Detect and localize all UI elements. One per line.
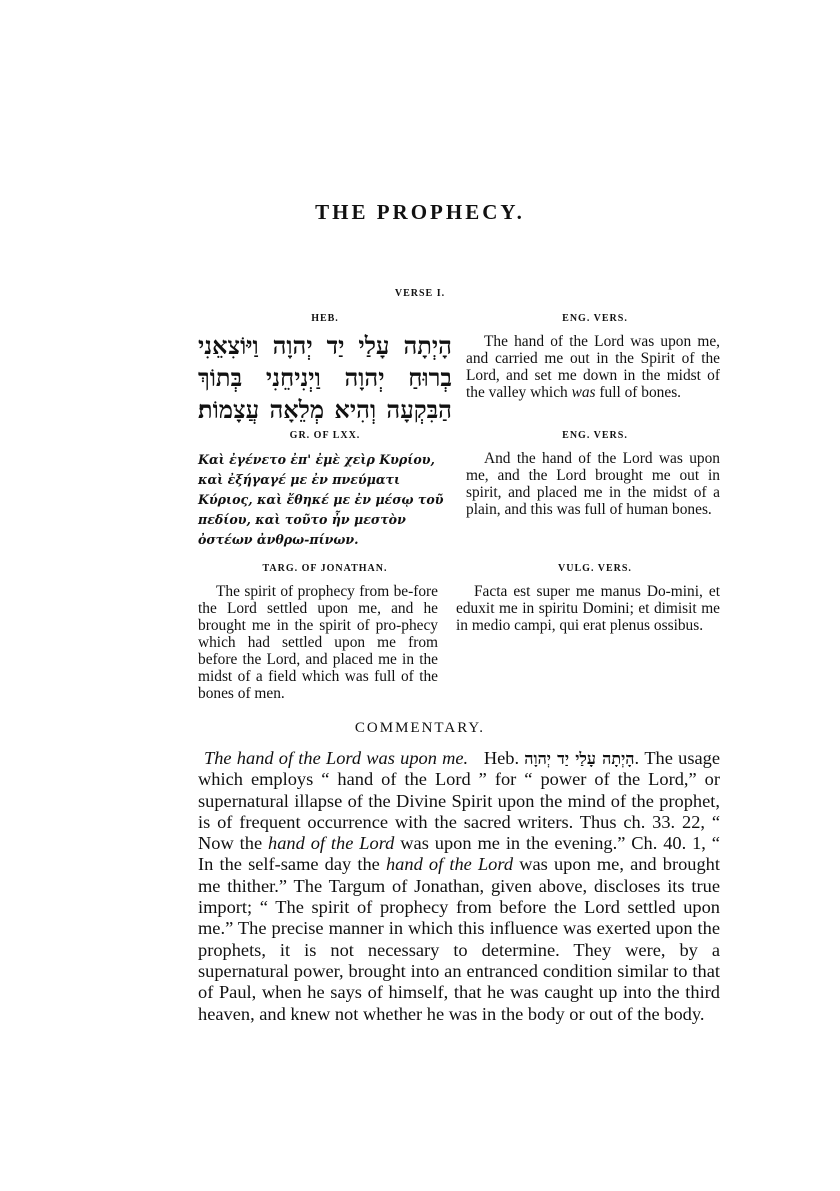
hebrew-text [198, 330, 452, 426]
page-title: THE PROPHECY. [315, 200, 525, 224]
commentary-p1-italic: hand of the Lord [268, 833, 395, 854]
targum-body: The spirit of prophecy from be-fore the Lord settled upon me, and he brought me in the spirit of pro-phecy which had settled upon me from before the Lord, and placed me in the midst of a field which was full of the bones of men. [198, 583, 438, 702]
vulgate-text [456, 583, 720, 634]
english-2-body: And the hand of the Lord was upon me, and the Lord brought me out in spirit, and placed me in the midst of a plain, and this was full of human bones. [466, 450, 720, 518]
hebrew-line-2: בְרוּחַ יְהוָה וַיְנִיחֵנִי בְּתוֹךְ [198, 363, 452, 392]
english-1-end: full of bones. [599, 384, 682, 401]
hebrew-heading: HEB. [311, 313, 339, 324]
hebrew-line-1: הָיְתָה עָלַי יַד יְהוָה וַיּוֹצִאֵנִי [198, 331, 452, 360]
verse-label: VERSE I. [394, 288, 446, 299]
commentary-body: The hand of the Lord was upon me. Heb. הָיְתָה עָלַי יַד יְהוָה. The usage which employs “ hand of the Lord ” for “ power of the Lord,” or supernatural illapse of the Divine Spirit upon the mind of the prophet, is of frequent occurrence with the sacred writers. Thus ch. 33. 22, “ Now the hand of the Lord was upon me in the evening.” Ch. 40. 1, “ In the self-same day the hand of the Lord was upon me, and brought me thither.” The Targum of Jonathan, given above, discloses its true import; “ The spirit of prophecy from before the Lord settled upon me.” The precise manner in which this influence was exerted upon the prophets, it is not necessary to determine. They were, by a supernatural power, brought into an entranced condition similar to that of Paul, when he says of himself, that he was caught up into the third heaven, and knew not whether he was in the body or out of the body. [198, 748, 721, 1024]
commentary-p1: The usage which employs “ hand of the Lord ” for “ power of the Lord,” or supernatural illapse of the Divine Spirit upon the mind of the prophet, is of frequent occurrence with the sacred writers. Thus ch. 33. 22, “ Now the [198, 748, 721, 854]
english-1-text [466, 333, 720, 401]
commentary-p2-italic: hand of the Lord [385, 854, 514, 875]
greek-text: Καὶ ἐγένετο ἐπ' ἐμὲ χεὶρ Κυρίου, καὶ ἐξήγαγέ με ἐν πνεύματι Κύριος, καὶ ἔθηκέ με ἐν μέσῳ τοῦ πεδίου, καὶ τοῦτο ἦν μεστὸν ὀστέων ἀνθρω-πίνων. [198, 452, 444, 547]
commentary-p2: was upon me in the evening.” Ch. 40. 1, “ In the self-same day the [198, 833, 720, 875]
vulgate-body: Facta est super me manus Do-mini, et eduxit me in spiritu Domini; et dimisit me in medio campi, qui erat plenus ossibus. [456, 583, 720, 634]
english-2-text [466, 450, 720, 518]
commentary-heb-phrase: הָיְתָה עָלַי יַד יְהוָה [524, 749, 635, 768]
commentary-heb-label: Heb. [483, 748, 520, 768]
commentary-lemma: The hand of the Lord was upon me. [204, 748, 469, 768]
english-1-body: The hand of the Lord was upon me, and carried me out in the Spirit of the Lord, and set me down in the midst of the valley which [466, 333, 720, 401]
commentary-p3: was upon me, and brought me thither.” The Targum of Jonathan, given above, discloses its true import; “ The spirit of prophecy from before the Lord settled upon me.” The precise manner in which this influence was exerted upon the prophets, it is not necessary to determine. They were, by a supernatural power, brought into an entranced condition similar to that of Paul, when he says of himself, that he was caught up into the third heaven, and knew not whether he was in the body or out of the body. [198, 854, 720, 1024]
commentary-heading: COMMENTARY. [354, 720, 486, 736]
targum-text [198, 583, 438, 702]
vulgate-heading: VULG. VERS. [558, 563, 632, 574]
english-2-heading: ENG. VERS. [562, 430, 628, 441]
hebrew-line-3: הַבִּקְעָה וְהִיא מְלֵאָה עֲצָמוֹת׃ [198, 395, 452, 424]
english-1-italic: was [571, 384, 596, 401]
greek-heading: GR. OF LXX. [289, 430, 361, 441]
english-1-heading: ENG. VERS. [562, 313, 628, 324]
targum-heading: TARG. OF JONATHAN. [262, 563, 388, 574]
